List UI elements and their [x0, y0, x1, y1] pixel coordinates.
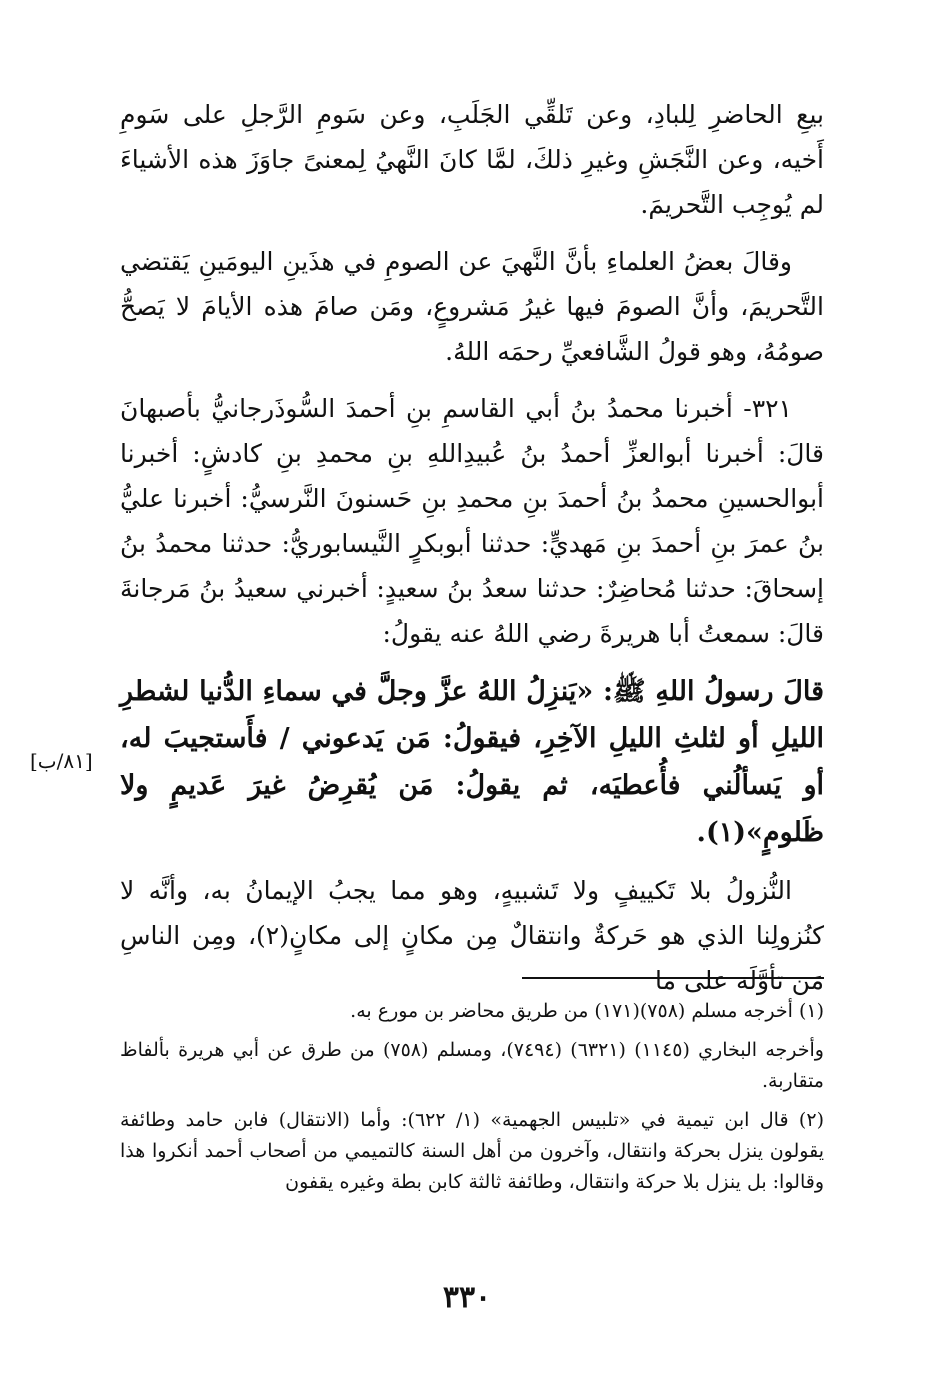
footnote-1-continued: وأخرجه البخاري (١١٤٥) (٦٣٢١) (٧٤٩٤)، ومسلم (٧٥٨) من طرق عن أبي هريرة بألفاظ متقاربة. [120, 1039, 824, 1092]
page-number: ٣٣٠ [442, 1280, 492, 1315]
paragraph-isnad-321: ٣٢١- أخبرنا محمدُ بنُ أبي القاسمِ بنِ أحمدَ السُّوذَرجانيُّ بأصبهانَ قالَ: أخبرنا أبوالعزِّ أحمدُ بنُ عُبيدِاللهِ بنِ محمدِ بنِ كادشٍ: أخبرنا أبوالحسينِ محمدُ بنُ أحمدَ بنِ محمدِ بنِ حَسنونَ النَّرسيُّ: أخبرنا عليُّ بنُ عمرَ بنِ أحمدَ بنِ مَهديٍّ: حدثنا أبوبكرٍ النَّيسابوريُّ: حدثنا محمدُ بنُ إسحاقَ: حدثنا مُحاضِرٌ: حدثنا سعدُ بنُ سعيدٍ: أخبرني سعيدُ بنُ مَرجانةَ قالَ: سمعتُ أبا هريرةَ رضي اللهُ عنه يقولُ: [120, 394, 824, 648]
paragraph-hadith: قالَ رسولُ اللهِ ﷺ: «يَنزِلُ اللهُ عزَّ وجلَّ في سماءِ الدُّنيا لشطرِ الليلِ أو لثلثِ الليلِ الآخِرِ، فيقولُ: مَن يَدعوني / فأَستجيبَ له، أو يَسألُني فأُعطيَه، ثم يقولُ: مَن يُقرِضُ غيرَ عَديمٍ ولا ظَلومٍ»(١). [120, 676, 824, 848]
manuscript-folio-marker: [٨١/ب] [30, 749, 93, 773]
paragraph-commentary: النُّزولُ بلا تَكييفٍ ولا تَشبيهٍ، وهو مما يجبُ الإيمانُ به، وأنَّه لا كنُزولِنا الذي هو حَركةٌ وانتقالٌ مِن مكانٍ إلى مكانٍ(٢)، ومِن الناسِ مَن تأوَّلَه على ما [120, 876, 825, 995]
footnotes [120, 996, 824, 1206]
footnote-2: (٢) قال ابن تيمية في «تلبيس الجهمية» (١/ ٦٢٢): وأما (الانتقال) فابن حامد وطائفة يقولون ينزل بحركة وانتقال، وآخرون من أهل السنة كالتميمي من أصحاب أحمد أنكروا هذا وقالوا: بل ينزل بلا حركة وانتقال، وطائفة ثالثة كابن بطة وغيره يقفون [120, 1109, 824, 1193]
footnote-1: (١) أخرجه مسلم (٧٥٨)(١٧١) من طريق محاضر بن مورع به. [350, 1000, 824, 1022]
main-text [120, 92, 824, 1015]
paragraph-continuation: بيعِ الحاضرِ لِلبادِ، وعن تَلقِّي الجَلَبِ، وعن سَومِ الرَّجلِ على سَومِ أَخيه، وعن النَّجَشِ وغيرِ ذلكَ، لمَّا كانَ النَّهيُ لِمعنىً جاوَزَ هذه الأشياءَ لم يُوجِب التَّحريمَ. [120, 100, 824, 219]
footnote-divider [522, 977, 824, 979]
paragraph-scholars-opinion: وقالَ بعضُ العلماءِ بأنَّ النَّهيَ عن الصومِ في هذَينِ اليومَينِ يَقتضي التَّحريمَ، وأنَّ الصومَ فيها غيرُ مَشروعٍ، ومَن صامَ هذه الأيامَ لا يَصحُّ صومُهُ، وهو قولُ الشَّافعيِّ رحمَه اللهُ. [120, 247, 824, 366]
